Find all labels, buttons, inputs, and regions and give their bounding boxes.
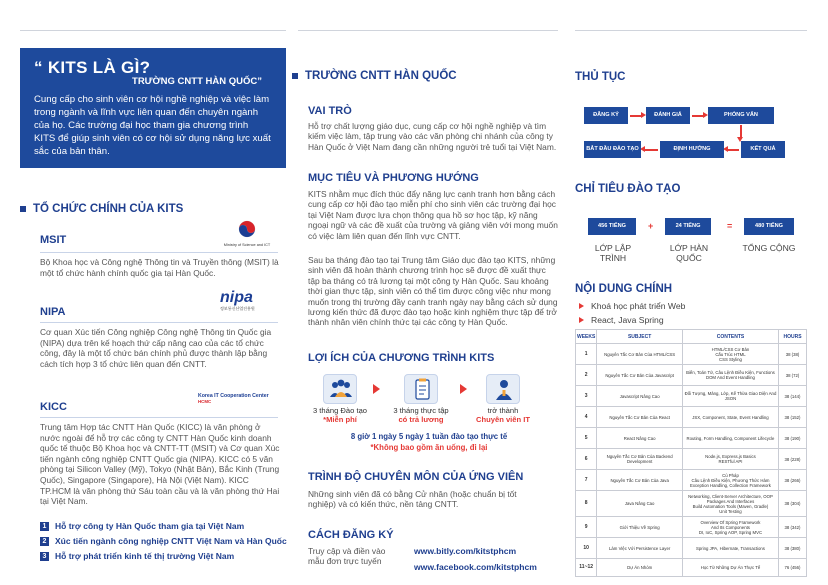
week-cell: 1	[576, 344, 597, 365]
about-title: “ KITS LÀ GÌ?	[34, 58, 151, 77]
about-box	[20, 48, 286, 168]
target-korean-value: 24 TIẾNG	[665, 218, 711, 235]
nipa-body: Cơ quan Xúc tiến Công nghiệp Công nghệ Thông tin Quốc gia (NIPA) dựa trên kế hoạch thứ cấp nâng cao của các tổ chức công, đây là một tổ chức bán chính phủ được thành lập bằng cách tích hợp 3 tổ chức liên quan đến CNTT.	[40, 327, 272, 369]
week-cell: 11~12	[576, 559, 597, 577]
msit-title: MSIT	[40, 234, 67, 246]
arrow-right-icon	[630, 115, 643, 117]
table-row	[576, 538, 807, 559]
kicc-logo-text: Korea IT Cooperation Center	[198, 393, 269, 399]
school-heading	[292, 70, 457, 82]
week-cell: 9	[576, 517, 597, 538]
table-row	[576, 491, 807, 517]
target-total-label: TỔNG CỘNG	[742, 243, 796, 253]
targets-heading: CHỈ TIÊU ĐÀO TẠO	[575, 183, 681, 195]
plus-sign: +	[648, 221, 654, 231]
subject-cell: Nguyên Tắc Cơ Bản Của Javascript	[597, 365, 683, 386]
contents-cell: Routing, Form Handling, Component Lifecycle	[682, 428, 778, 449]
table-row	[576, 365, 807, 386]
people-icon	[323, 374, 357, 404]
table-row	[576, 470, 807, 491]
kicc-body: Trung tâm Hợp tác CNTT Hàn Quốc (KICC) là văn phòng ở nước ngoài để hỗ trợ các công ty CNTT Hàn Quốc kinh doanh quốc tế thuộc Bộ Khoa học và CNTT-TT (MSIT) và Cơ quan Xúc tiến ngành công nghiệp CNTT Quốc gia (NIPA). KICC có 5 văn phòng tại Silicon Valley (Mỹ), Tokyo (Nhật Bản), Bắc Kinh (Trung Quốc), Singapore (Singapore), Hà Nội (Việt Nam). KICC TP.HCM là văn phòng thứ Sáu toàn cầu và là văn phòng thứ Hai tại Việt Nam.	[40, 422, 280, 507]
school-heading-text: TRƯỜNG CNTT HÀN QUỐC	[305, 70, 457, 82]
week-cell: 7	[576, 470, 597, 491]
week-cell: 10	[576, 538, 597, 559]
contents-cell: Overview Of Spring Framework And Its Components DI, IoC, Spring AOP, Spring MVC	[682, 517, 778, 538]
procedure-heading: THỦ TỤC	[575, 71, 626, 83]
support-num: 2	[40, 537, 49, 546]
nipa-logo-sub: 정보통신산업진흥원	[220, 306, 255, 311]
goal-title: MỤC TIÊU VÀ PHƯƠNG HƯỚNG	[308, 172, 479, 184]
benefit-3	[470, 406, 536, 424]
step-register: ĐĂNG KÝ	[584, 107, 628, 124]
target-total-value: 480 TIẾNG	[744, 218, 794, 235]
support-item	[40, 551, 287, 561]
benefit-2	[385, 406, 457, 424]
week-cell: 6	[576, 449, 597, 470]
step-evaluate: ĐÁNH GIÁ	[646, 107, 690, 124]
support-text: Xúc tiến ngành công nghiệp CNTT Việt Nam và Hàn Quốc	[55, 536, 287, 546]
header-contents: CONTENTS	[682, 330, 778, 344]
support-num: 1	[40, 522, 49, 531]
subject-cell: Giới Thiệu Về Spring	[597, 517, 683, 538]
contents-cell: Biến, Toán Tử, Câu Lệnh Điều Kiện, Functions DOM And Event Handling	[682, 365, 778, 386]
arrow-left-icon	[726, 149, 739, 151]
hours-cell: 38 (38)	[779, 344, 807, 365]
goal-body-1: KITS nhằm mục đích thúc đẩy năng lực cạnh tranh hơn bằng cách cung cấp cơ hội đào tạo miễn phí cho sinh viên các trường đại học tại Việt Nam được lựa chọn thông qua hồ sơ học tập, kỹ năng ngoại ngữ và các đề xuất của trường và giảng viên với mong muốn có việc làm liên quan đến lĩnh vực CNTT.	[308, 189, 558, 241]
hours-cell: 38 (228)	[779, 449, 807, 470]
reg-title: CÁCH ĐĂNG KÝ	[308, 529, 394, 541]
orgs-heading-text: TỔ CHỨC CHÍNH CỦA KITS	[33, 203, 184, 215]
arrow-right-icon	[373, 384, 380, 394]
arrow-right-icon	[692, 115, 705, 117]
curriculum-table	[575, 329, 807, 577]
hours-cell: 38 (152)	[779, 407, 807, 428]
nipa-logo	[220, 290, 276, 316]
nipa-title: NIPA	[40, 306, 66, 318]
benefit-line2: Chuyên viên IT	[475, 415, 530, 424]
week-cell: 8	[576, 491, 597, 517]
content-bullet-text: Khoá học phát triển Web	[591, 301, 686, 311]
subject-cell: Nguyên Tắc Cơ Bản Của React	[597, 407, 683, 428]
support-num: 3	[40, 552, 49, 561]
table-row	[576, 449, 807, 470]
hours-cell: 38 (342)	[779, 517, 807, 538]
step-interview: PHỎNG VẤN	[708, 107, 774, 124]
step-result: KẾT QUẢ	[741, 141, 785, 158]
about-subtitle: TRƯỜNG CNTT HÀN QUỐC”	[132, 76, 262, 87]
benefit-1	[305, 406, 375, 424]
kicc-logo	[198, 393, 280, 415]
content-bullet	[579, 301, 685, 311]
clipboard-icon	[404, 374, 438, 404]
benefit-title: LỢI ÍCH CỦA CHƯƠNG TRÌNH KITS	[308, 352, 495, 364]
orgs-heading	[20, 203, 183, 215]
arrow-right-icon	[460, 384, 467, 394]
content-heading: NỘI DUNG CHÍNH	[575, 283, 673, 295]
bullet-arrow-icon	[579, 303, 584, 309]
support-text: Hỗ trợ phát triển kinh tế thị trường Việt Nam	[55, 551, 235, 561]
person-icon	[486, 374, 520, 404]
benefit-line1: 3 tháng thực tập	[393, 406, 449, 415]
contents-cell: Đối Tượng, Mảng, Lớp, Kế Thừa Giao Diện And JSON	[682, 386, 778, 407]
contents-cell: Spring JPA, Hibernate, Transactions	[682, 538, 778, 559]
bullet-arrow-icon	[579, 317, 584, 323]
kicc-logo-sub: HCMC	[198, 399, 212, 404]
level-title: TRÌNH ĐỘ CHUYÊN MÔN CỦA ỨNG VIÊN	[308, 471, 524, 483]
contents-cell: Học Từ Những Dự Án Thực Tế	[682, 559, 778, 577]
subject-cell: React Nâng Cao	[597, 428, 683, 449]
arrow-left-icon	[643, 149, 658, 151]
content-bullet	[579, 315, 664, 325]
subject-cell: Nguyên Tắc Cơ Bản Của Backend Development	[597, 449, 683, 470]
content-bullet-text: React, Java Spring	[591, 315, 664, 325]
msit-logo	[222, 220, 272, 250]
about-body: Cung cấp cho sinh viên cơ hội nghề nghiệp và việc làm trong ngành và lĩnh vực liên quan đến chuyên ngành của họ. Các trường đại học tham gia chương trình KITS để giúp sinh viên có cơ hội sử dụng năng lực xuất sắc của bản thân.	[34, 94, 271, 157]
week-cell: 3	[576, 386, 597, 407]
contents-cell: HTML/CSS Cơ Bản Cấu Trúc HTML CSS Styling	[682, 344, 778, 365]
benefit-line2: có trả lương	[398, 415, 444, 424]
role-title: VAI TRÒ	[308, 105, 352, 117]
week-cell: 2	[576, 365, 597, 386]
contents-cell: JSX, Component, State, Event Handling	[682, 407, 778, 428]
contents-cell: Networking, Client-Server Architecture, OOP Packages And Interfaces Build Automation Tools (Maven, Gradle) Unit Testing	[682, 491, 778, 517]
benefit-line1: 3 tháng Đào tạo	[312, 406, 368, 415]
hours-cell: 38 (144)	[779, 386, 807, 407]
target-programming-value: 456 TIẾNG	[588, 218, 636, 235]
kicc-title: KICC	[40, 401, 67, 413]
reg-body: Truy cập và điền vào mẫu đơn trực tuyến	[308, 546, 386, 567]
week-cell: 4	[576, 407, 597, 428]
arrow-down-icon	[740, 125, 742, 139]
hours-cell: 38 (72)	[779, 365, 807, 386]
hours-cell: 38 (266)	[779, 470, 807, 491]
step-start-training: BẮT ĐẦU ĐÀO TẠO	[584, 141, 641, 158]
reg-link-bitly[interactable]: www.bitly.com/kitstphcm	[414, 546, 517, 556]
subject-cell: Nguyên Tắc Cơ Bản Của HTML/CSS	[597, 344, 683, 365]
table-row	[576, 407, 807, 428]
table-row	[576, 517, 807, 538]
hours-cell: 76 (456)	[779, 559, 807, 577]
subject-cell: Làm Việc Với Persistence Layer	[597, 538, 683, 559]
nipa-logo-text: nipa	[220, 289, 253, 306]
table-row	[576, 428, 807, 449]
square-bullet-icon	[292, 73, 298, 79]
support-list	[40, 521, 287, 566]
equals-sign: =	[727, 221, 733, 231]
benefit-line1: trở thành	[487, 406, 519, 415]
table-row	[576, 386, 807, 407]
subject-cell: Dự Án Nhóm	[597, 559, 683, 577]
benefit-line2: *Miễn phí	[323, 415, 357, 424]
subject-cell: Nguyên Tắc Cơ Bản Của Java	[597, 470, 683, 491]
level-body: Những sinh viên đã có bằng Cử nhân (hoặc chuẩn bị tốt nghiệp) và có kiến thức, nền tảng CNTT.	[308, 489, 517, 510]
table-row	[576, 344, 807, 365]
step-orientation: ĐỊNH HƯỚNG	[660, 141, 724, 158]
header-weeks: WEEKS	[576, 330, 597, 344]
table-header-row	[576, 330, 807, 344]
square-bullet-icon	[20, 206, 26, 212]
subject-cell: Java Nâng Cao	[597, 491, 683, 517]
schedule-text: 8 giờ 1 ngày 5 ngày 1 tuần đào tạo thực tế	[350, 432, 508, 441]
support-text: Hỗ trợ công ty Hàn Quốc tham gia tại Việt Nam	[55, 521, 245, 531]
header-subject: SUBJECT	[597, 330, 683, 344]
contents-cell: Cú Pháp Câu Lệnh Điều Kiện, Phương Thức Hàm Exception Handling, Collection Framework	[682, 470, 778, 491]
hours-cell: 38 (190)	[779, 428, 807, 449]
target-programming-label: LỚP LẬP TRÌNH	[594, 243, 632, 263]
hours-cell: 38 (304)	[779, 491, 807, 517]
reg-link-facebook[interactable]: www.facebook.com/kitstphcm	[414, 562, 537, 572]
week-cell: 5	[576, 428, 597, 449]
contents-cell: Node.js, Express.js Basics RESTful API	[682, 449, 778, 470]
table-row	[576, 559, 807, 577]
msit-emblem-icon	[237, 220, 257, 238]
header-hours: HOURS	[779, 330, 807, 344]
support-item	[40, 536, 287, 546]
target-korean-label: LỚP HÀN QUỐC	[669, 243, 709, 263]
msit-logo-text: Ministry of Science and ICT	[223, 243, 271, 247]
schedule-note: *Không bao gồm ăn uống, đi lại	[370, 443, 488, 452]
subject-cell: Javascript Nâng Cao	[597, 386, 683, 407]
role-body: Hỗ trợ chất lượng giáo dục, cung cấp cơ hội nghề nghiệp và tìm kiếm việc làm, tập trung vào các văn phòng chi nhánh của công ty Hàn Quốc ở Việt Nam đang cần những người trẻ tuổi tại Việt Nam.	[308, 121, 557, 152]
msit-body: Bộ Khoa học và Công nghệ Thông tin và Truyền thông (MSIT) là một tổ chức hành chính quốc gia tại Hàn Quốc.	[40, 257, 279, 278]
hours-cell: 38 (380)	[779, 538, 807, 559]
support-item	[40, 521, 287, 531]
goal-body-2: Sau ba tháng đào tạo tại Trung tâm Giáo dục đào tạo KITS, những sinh viên đã hoàn thành chương trình học sẽ được đề xuất thực tập ba tháng có trả lương tại một công ty Hàn Quốc. Sau khoảng thời gian thực tập, sinh viên có thể tìm được công việc như mong muốn trong thị trường đầy cạnh tranh ngày nay bằng cách sử dụng lương kiến thức đã được đào tạo hoặc kinh nghiệm thực tập để trở thành nhân viên chính thức tại các công ty Hàn Quốc.	[308, 255, 558, 328]
